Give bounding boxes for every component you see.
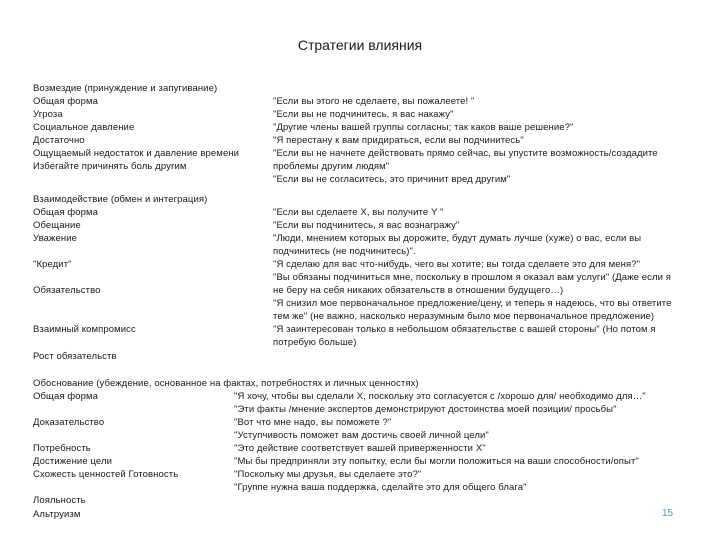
- example-quote: "Вы обязаны подчиниться мне, поскольку в прошлом я оказал вам услуги" (Даже если я: [273, 272, 672, 283]
- example-quote: "Я перестану к вам придираться, если вы подчинитесь": [273, 135, 524, 146]
- example-quote: не беру на себя никаких обязательств в отношении будущего…): [273, 285, 564, 296]
- list-item: Рост обязательств: [33, 351, 117, 362]
- slide-title: Стратегии влияния: [297, 37, 423, 53]
- example-quote: "Люди, мнением которых вы дорожите, будут думать лучше (хуже) о вас, если вы: [273, 233, 642, 244]
- example-quote: "Поскольку мы друзья, вы сделаете это?": [234, 469, 422, 480]
- example-quote: "Если вы сделаете X, вы получите Y ": [273, 207, 444, 218]
- list-item: "Кредит": [33, 259, 72, 270]
- example-quote: "Я снизил мое первоначальное предложение/цену, и теперь я надеюсь, что вы ответите: [273, 298, 672, 309]
- example-quote: "Если вы не подчинитесь, я вас накажу": [273, 109, 454, 120]
- example-quote: "Я сделаю для вас что-нибудь, чего вы хотите; вы тогда сделаете это для меня?": [273, 259, 641, 270]
- example-quote: "Если вы этого не сделаете, вы пожалеете! ": [273, 96, 475, 107]
- list-item: Достаточно: [33, 135, 85, 146]
- list-item: Угроза: [33, 109, 63, 120]
- example-quote: "Если вы подчинитесь, я вас вознагражу": [273, 220, 460, 231]
- list-item: Альтруизм: [33, 509, 81, 520]
- example-quote: "Мы бы предприняли эту попытку, если бы могли положиться на ваши способности/опыт": [234, 456, 639, 467]
- list-item: Избегайте причинять боль другим: [33, 161, 187, 172]
- list-item: Обязательство: [33, 285, 101, 296]
- example-quote: "Группе нужна ваша поддержка, сделайте это для общего блага": [234, 482, 527, 493]
- list-item: Социальное давление: [33, 122, 135, 133]
- section-heading-retribution: Возмездие (принуждение и запугивание): [33, 83, 218, 94]
- example-quote: "Другие члены вашей группы согласны; так каков ваше решение?": [273, 122, 574, 133]
- list-item: Обещание: [33, 220, 81, 231]
- list-item: Ощущаемый недостаток и давление времени: [33, 148, 240, 159]
- list-item: Схожесть ценностей Готовность: [33, 469, 179, 480]
- example-quote: "Эти факты /мнение экспертов демонстрируют достоинства моей позиции/ просьбы": [234, 404, 617, 415]
- list-item: Лояльность: [33, 495, 86, 506]
- list-item: Общая форма: [33, 96, 99, 107]
- list-item: Уважение: [33, 233, 77, 244]
- example-quote: "Уступчивость поможет вам достичь своей личной цели": [234, 430, 489, 441]
- example-quote: тем же" (не важно, насколько неразумным было мое первоначальное предложение): [273, 311, 655, 322]
- example-quote: "Это действие соответствует вашей приверженности X": [234, 443, 486, 454]
- list-item: Достижение цели: [33, 456, 112, 467]
- section-heading-justification: Обоснование (убеждение, основанное на фактах, потребностях и личных ценностях): [33, 378, 419, 389]
- example-quote: "Я заинтересован только в небольшом обязательстве с вашей стороны" (Но потом я: [273, 324, 656, 335]
- example-quote: потребую больше): [273, 337, 357, 348]
- list-item: Доказательство: [33, 417, 105, 428]
- example-quote: "Если вы не согласитесь, это причинит вред другим": [273, 174, 511, 185]
- page-number: 15: [662, 508, 674, 519]
- list-item: Общая форма: [33, 391, 99, 402]
- example-quote: "Вот что мне надо, вы поможете ?": [234, 417, 392, 428]
- list-item: Взаимный компромисс: [33, 324, 136, 335]
- example-quote: подчинитесь (не подчинитесь)".: [273, 246, 416, 257]
- list-item: Потребность: [33, 443, 91, 454]
- example-quote: "Если вы не начнете действовать прямо сейчас, вы упустите возможность/создадите: [273, 148, 658, 159]
- list-item: Общая форма: [33, 207, 99, 218]
- example-quote: "Я хочу, чтобы вы сделали X, поскольку это согласуется с /хорошо для/ необходимо для…": [234, 391, 646, 402]
- section-heading-interaction: Взаимодействие (обмен и интеграция): [33, 194, 208, 205]
- example-quote: проблемы другим людям": [273, 161, 390, 172]
